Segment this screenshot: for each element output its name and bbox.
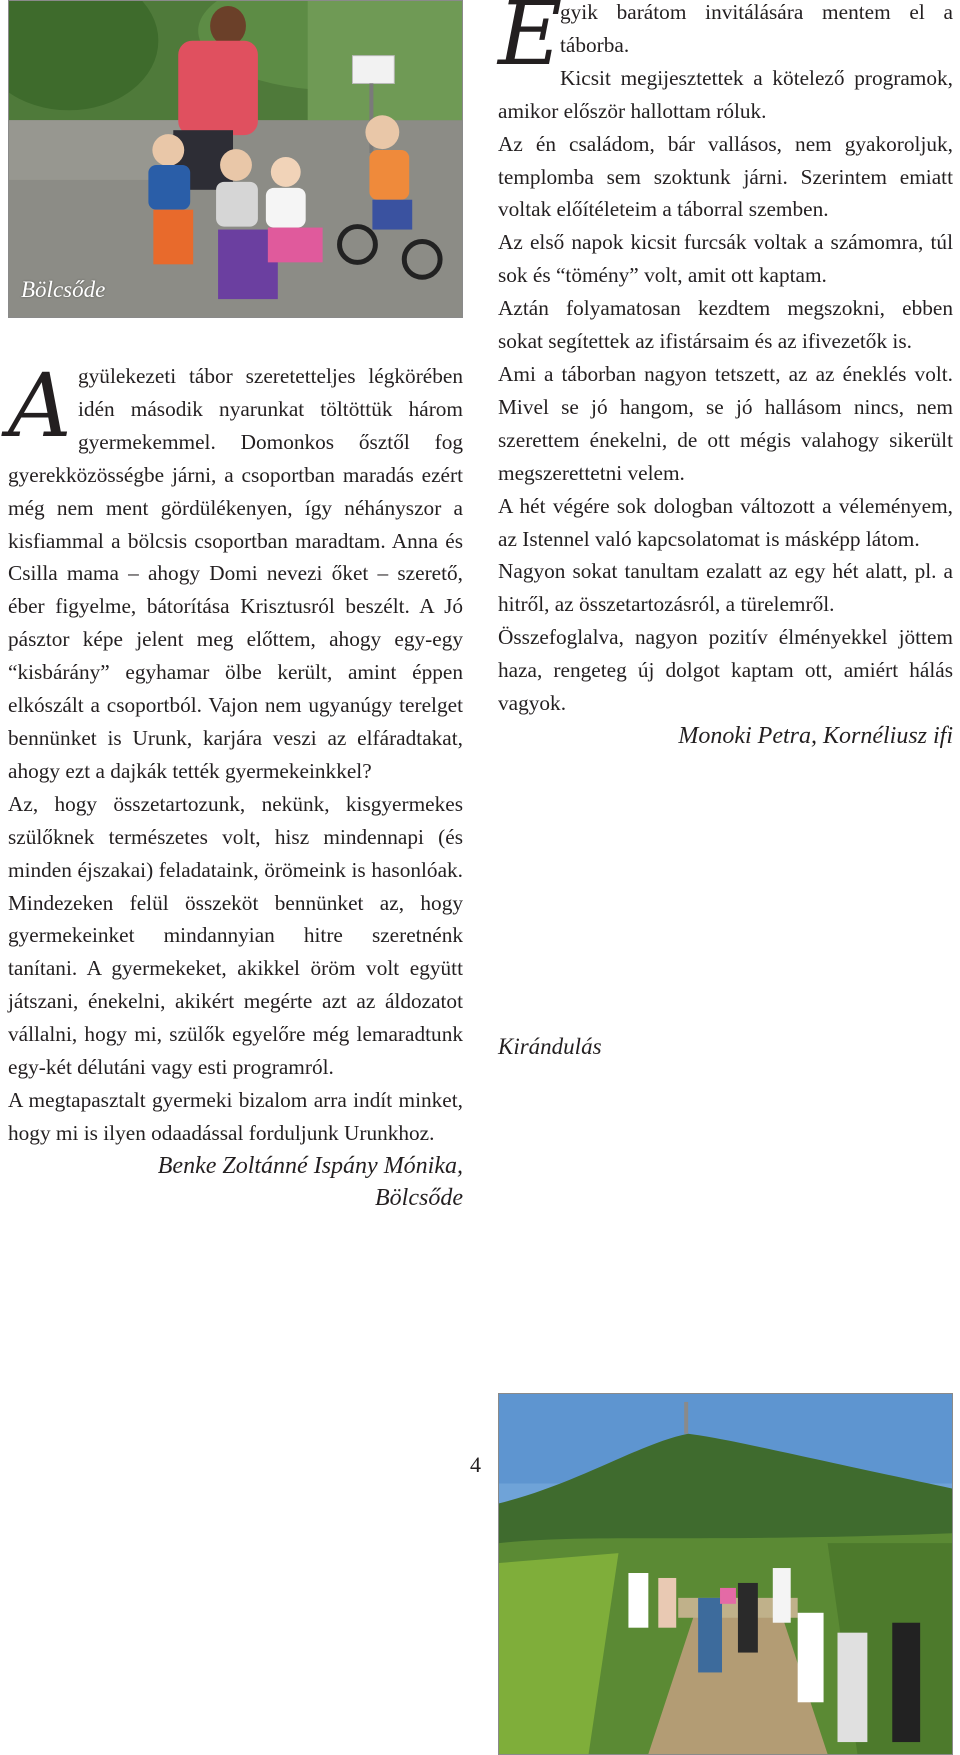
- article-right-paragraph-3: Az én családom, bár vallásos, nem gyakoroljuk, templomba sem szoktunk járni. Szerintem emiatt voltak előítéleteim a táborral szemben.: [498, 131, 953, 222]
- signature-left-line-2: Bölcsőde: [375, 1184, 463, 1211]
- article-right-paragraph-6: Ami a táborban nagyon tetszett, az az éneklés volt. Mivel se jó hangom, se jó hallásom nincs, nem szerettem énekelni, de ott mégis valahogy sikerült megszerettetni velem.: [498, 361, 953, 485]
- article-right-paragraph-7: A hét végére sok dologban változott a véleményem, az Istennel való kapcsolatomat is másképp látom.: [498, 493, 953, 551]
- playground-image: [9, 1, 462, 317]
- article-right-paragraph-1: [498, 0, 953, 85]
- signature-right: Monoki Petra, Kornéliusz ifi: [678, 722, 953, 749]
- article-left-body: [8, 354, 463, 1214]
- photo-caption-kirandulas: Kirándulás: [498, 1034, 602, 1059]
- article-left-paragraph-3: A megtapasztalt gyermeki bizalom arra indít minket, hogy mi is ilyen odaadással forduljunk Urunkhoz.: [8, 1087, 463, 1145]
- article-right-paragraph-9: Összefoglalva, nagyon pozitív élményekkel jöttem haza, rengeteg új dolgot kaptam ott, amiért hálás vagyok.: [498, 625, 953, 716]
- photo-kirandulas: [498, 1393, 953, 1755]
- page-number: 4: [470, 1452, 481, 1477]
- article-right-paragraph-5: Aztán folyamatosan kezdtem megszokni, ebben sokat segítettek az ifistársaim és az ifivezetők is.: [498, 296, 953, 354]
- article-right-paragraph-4: Az első napok kicsit furcsák voltak a számomra, túl sok és “tömény” volt, amit ott kaptam.: [498, 230, 953, 288]
- dropcap-e: E: [498, 0, 563, 85]
- signature-left-line-1: Benke Zoltánné Ispány Mónika,: [157, 1152, 463, 1179]
- article-right-paragraph-1-text: gyik barátom invitálására mentem el a táborba.: [560, 0, 953, 57]
- article-right-paragraph-2: Kicsit megijesztettek a kötelező programok, amikor először hallottam róluk.: [498, 65, 953, 123]
- article-left-paragraph-1: [8, 354, 463, 788]
- article-left-paragraph-2: Az, hogy összetartozunk, nekünk, kisgyermekes szülőknek természetes volt, hisz mindennapi (és minden éjszakai) feladataink, örömeink is hasonlóak. Mindezeken felül összeköt bennünket az, hogy gyermekeinket mindannyian hitre szeretnénk tanítani. A gyermekeket, akikkel öröm volt együtt játszani, énekelni, akikért megérte azt az áldozatot vállalni, hogy mi, szülők egyelőre még lemaradtunk egy-két délutáni vagy esti programról.: [8, 791, 463, 1080]
- article-right-paragraph-8: Nagyon sokat tanultam ezalatt az egy hét alatt, pl. a hitről, az összetartozásról, a türelemről.: [498, 559, 953, 617]
- hiking-image: [499, 1394, 952, 1754]
- photo-bolcsode: [8, 0, 463, 318]
- article-right-body: [498, 0, 953, 752]
- dropcap-a: A: [8, 354, 72, 457]
- photo-caption-bolcsode: Bölcsőde: [21, 277, 106, 302]
- article-left-paragraph-1-text: gyülekezeti tábor szeretetteljes légkörében idén második nyarunkat töltöttük három gyermekemmel. Domonkos ősztől fog gyerekközösségbe járni, a csoportban maradás ezért még nem ment gördülékenyen, így néhányszor a kisfiammal a bölcsis csoportban maradtam. Anna és Csilla mama – ahogy Domi nevezi őket – szerető, éber figyelme, bátorítása Krisztusról beszélt. A Jó pásztor képe jelent meg előttem, ahogy egy-egy “kisbárány” egyhamar ölbe került, amint éppen elkószált a csoportból. Vajon nem ugyanúgy terelget bennünket is Urunk, karjára veszi az elfáradtakat, ahogy ezt a dajkák tették gyermekeinkkel?: [8, 364, 463, 783]
